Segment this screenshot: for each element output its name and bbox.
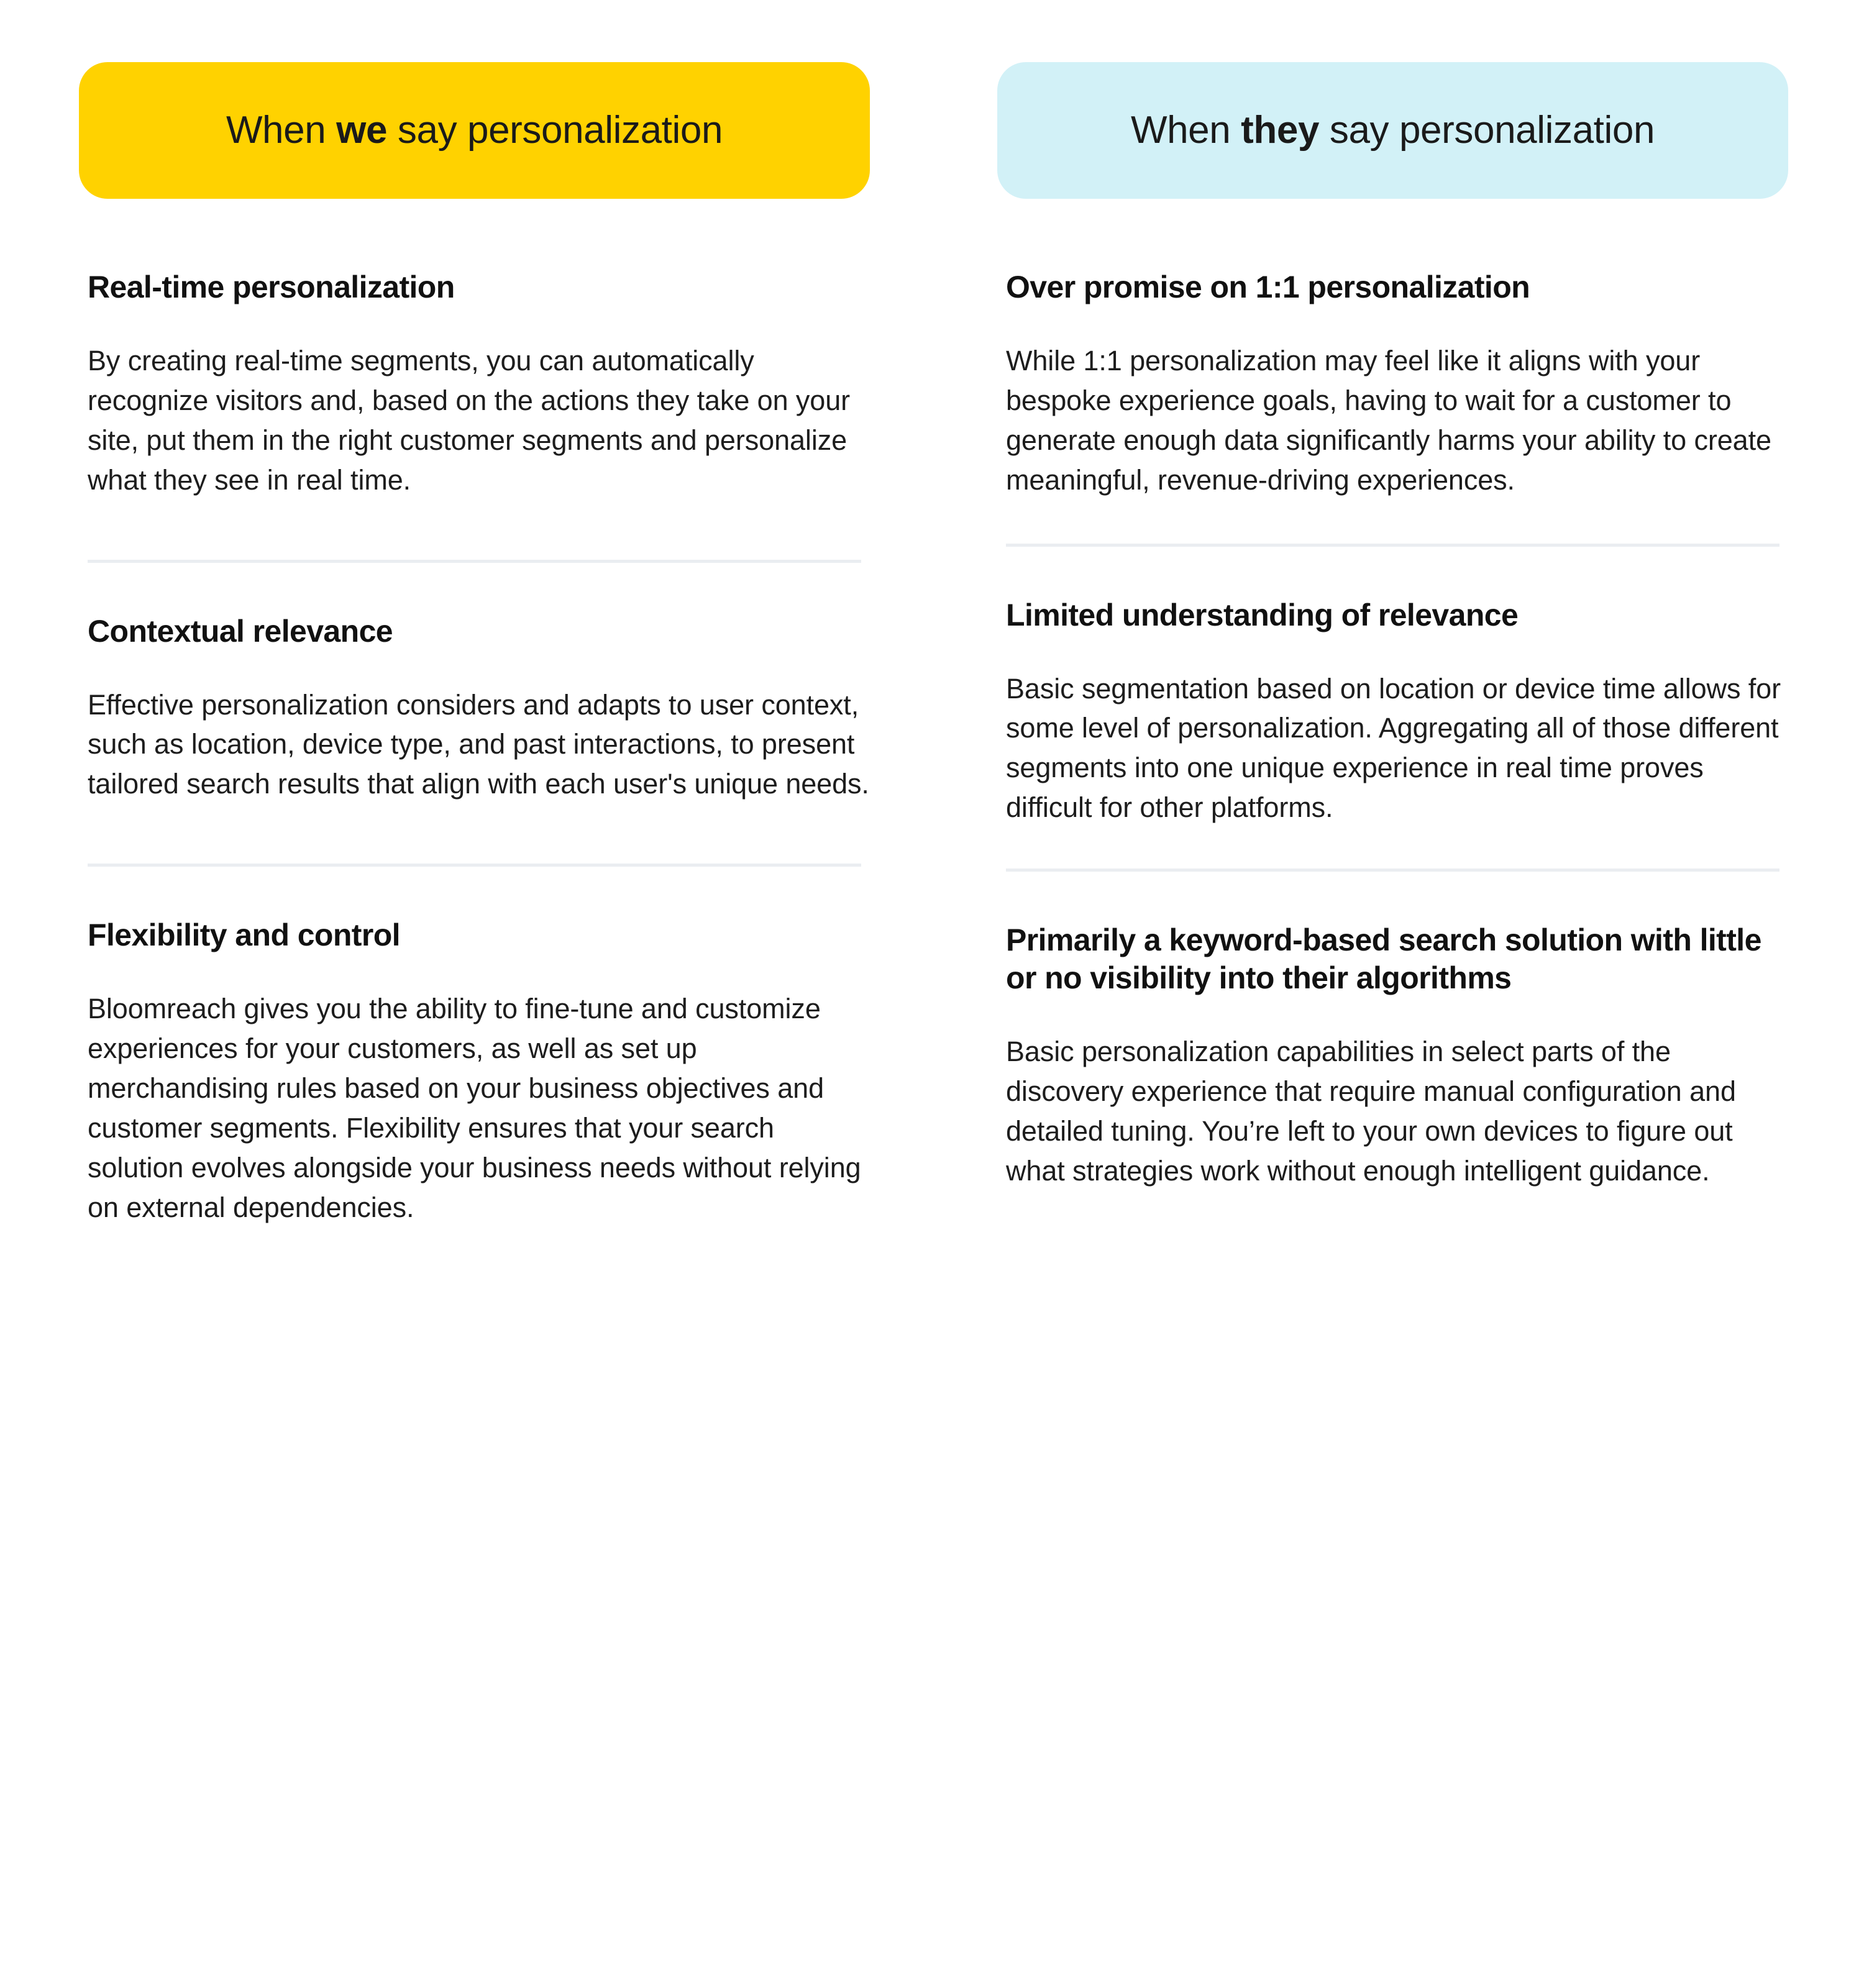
section-heading: Limited understanding of relevance: [1006, 597, 1519, 632]
section-divider: [88, 864, 861, 867]
column-header-pill-they: [997, 62, 1788, 199]
section-body: Bloomreach gives you the ability to fine-tune and customize experiences for your customers, as well as set up merchandising rules based on your business objectives and customer segments. Flexibility ensures that your search solution evolves alongside your business needs without relying on external dependencies.: [88, 993, 861, 1223]
section-we-1: [79, 500, 870, 805]
section-divider: [1006, 544, 1779, 547]
header-accent-they: they: [1241, 109, 1320, 152]
header-accent-we: we: [336, 109, 388, 152]
section-body: Effective personalization considers and adapts to user context, such as location, device type, and past interactions, to present tailored search results that align with each user's unique needs.: [88, 688, 869, 800]
section-heading: Real-time personalization: [88, 270, 455, 304]
section-heading: Flexibility and control: [88, 918, 400, 953]
header-prefix-we: When: [226, 109, 337, 152]
header-suffix-we: say personalization: [387, 109, 723, 152]
sections-list-we: [79, 199, 870, 1228]
section-heading: Contextual relevance: [88, 613, 393, 649]
section-they-0: [997, 199, 1788, 500]
section-body: By creating real-time segments, you can automatically recognize visitors and, based on the actions they take on your site, put them in the right customer segments and personalize what they see in real time.: [88, 345, 851, 496]
section-they-1: [997, 500, 1788, 828]
section-divider: [1006, 869, 1779, 872]
column-header-pill-we: [79, 62, 870, 199]
section-we-0: [79, 199, 870, 500]
column-header-title-we: [226, 108, 723, 152]
column-we-say: [79, 62, 870, 1988]
section-heading: Primarily a keyword-based search solution with little or no visibility into their algorithms: [1006, 923, 1761, 996]
section-we-2: [79, 804, 870, 1227]
column-they-say: [997, 62, 1788, 1988]
column-header-title-they: [1131, 108, 1655, 152]
sections-list-they: [997, 199, 1788, 1191]
section-body: While 1:1 personalization may feel like it aligns with your bespoke experience goals, having to wait for a customer to generate enough data significantly harms your ability to create meaningful, revenue-driving experiences.: [1006, 345, 1771, 496]
section-they-2: [997, 828, 1788, 1191]
section-body: Basic segmentation based on location or device time allows for some level of personalization. Aggregating all of those different segments into one unique experience in real time proves difficult for other platforms.: [1006, 672, 1781, 824]
section-divider: [88, 560, 861, 563]
header-prefix-they: When: [1130, 109, 1241, 152]
header-suffix-they: say personalization: [1319, 109, 1655, 152]
section-heading: Over promise on 1:1 personalization: [1006, 270, 1530, 304]
section-body: Basic personalization capabilities in select parts of the discovery experience that require manual configuration and detailed tuning. You’re left to your own devices to figure out what strategies work without enough intelligent guidance.: [1006, 1036, 1736, 1187]
